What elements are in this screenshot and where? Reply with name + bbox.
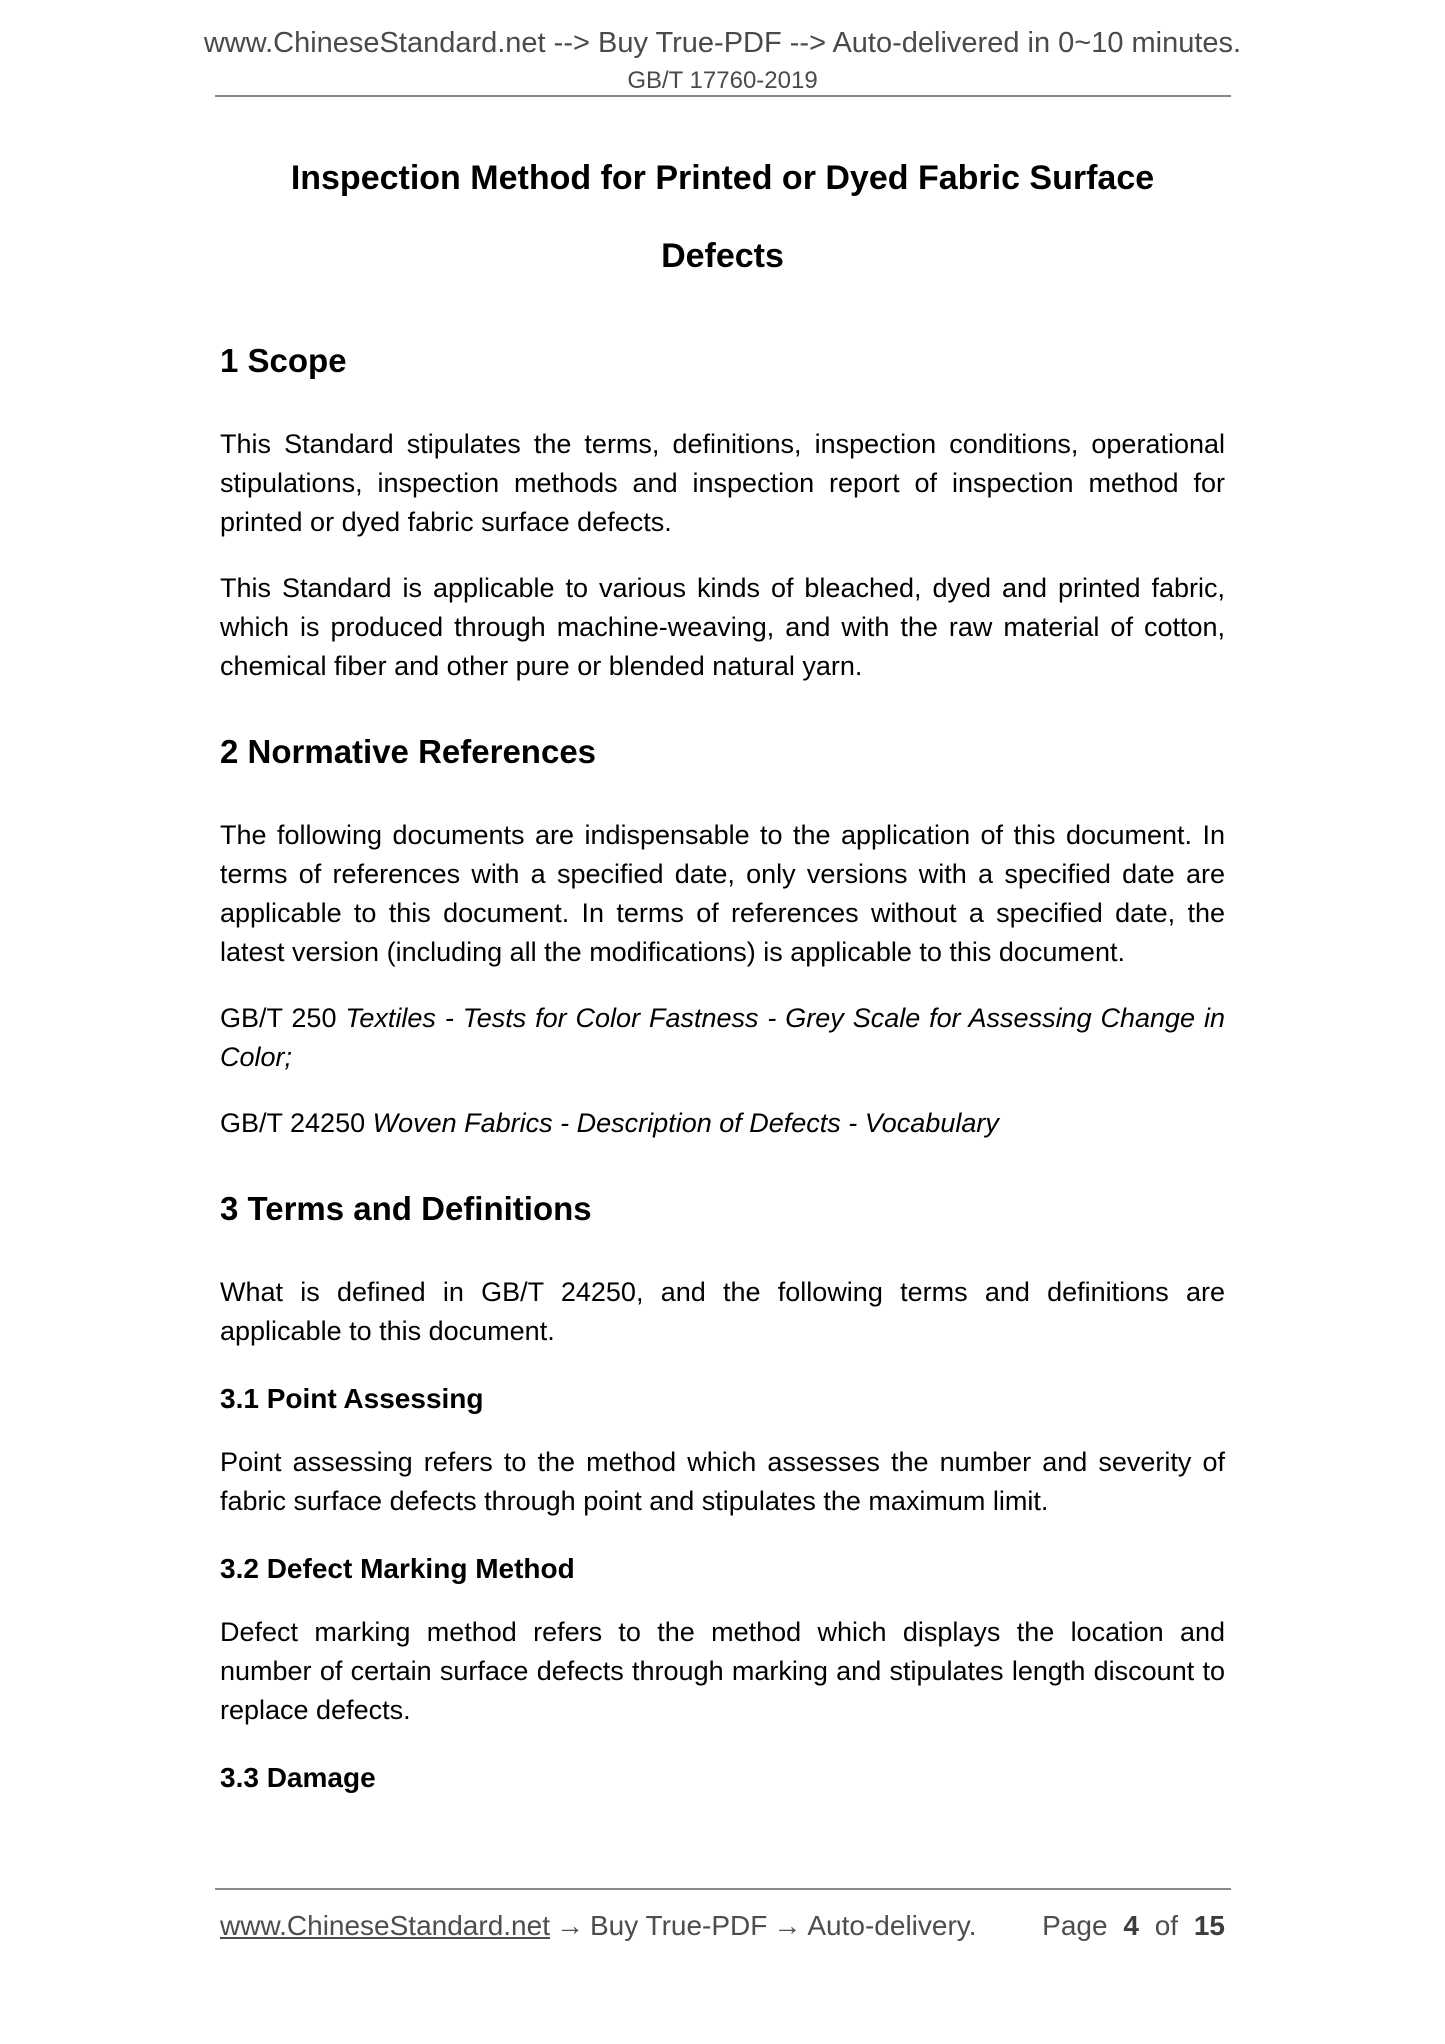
scope-paragraph-2: This Standard is applicable to various kinds of bleached, dyed and printed fabric, which is produced through machine-weaving, and with the raw material of cotton, chemical fiber and other pure or blended natural yarn.: [220, 573, 1225, 681]
right-arrow-icon: →: [773, 1910, 802, 1941]
document-title: [220, 139, 1225, 295]
section-heading-scope: 1 Scope: [220, 342, 347, 379]
section-heading-normative-references: 2 Normative References: [220, 733, 597, 770]
reference-entry-gbt24250: [220, 1104, 1225, 1143]
page-total-number: 15: [1193, 1910, 1225, 1941]
page-current-number: 4: [1123, 1910, 1139, 1941]
scope-paragraph-1: This Standard stipulates the terms, definitions, inspection conditions, operational stipulations, inspection methods and inspection report of inspection method for printed or dyed fabric surface defects.: [220, 429, 1225, 537]
reference-title: Woven Fabrics - Description of Defects - Vocabulary: [372, 1108, 999, 1138]
document-title-line1: Inspection Method for Printed or Dyed Fabric Surface: [290, 159, 1155, 197]
header-promo-text: www.ChineseStandard.net --> Buy True-PDF --> Auto-delivered in 0~10 minutes.: [203, 27, 1242, 59]
subsection-heading-damage: 3.3 Damage: [220, 1762, 376, 1793]
footer-buy-text: Buy True-PDF: [589, 1910, 768, 1941]
defect-marking-method-paragraph: Defect marking method refers to the method which displays the location and number of certain surface defects through marking and stipulates length discount to replace defects.: [220, 1617, 1225, 1725]
footer-promo: [220, 1909, 976, 1943]
page-footer: [0, 1888, 1445, 1943]
subsection-heading-point-assessing: 3.1 Point Assessing: [220, 1383, 484, 1414]
footer-link[interactable]: www.ChineseStandard.net: [220, 1910, 550, 1941]
normative-references-paragraph: The following documents are indispensable to the application of this document. In terms of references with a specified date, only versions with a specified date are applicable to this document. In terms of references without a specified date, the latest version (including all the modifications) is applicable to this document.: [220, 820, 1225, 967]
section-heading-terms-definitions: 3 Terms and Definitions: [220, 1190, 592, 1227]
page-header: [0, 0, 1445, 95]
footer-divider: [215, 1888, 1231, 1890]
document-body: [220, 139, 1225, 1796]
header-divider: [215, 95, 1231, 97]
page-of-label: of: [1154, 1910, 1179, 1941]
page-label: Page: [1042, 1910, 1108, 1941]
terms-intro-paragraph: What is defined in GB/T 24250, and the following terms and definitions are applicable to this document.: [220, 1277, 1225, 1346]
document-title-line2: Defects: [661, 237, 784, 275]
subsection-heading-defect-marking-method: 3.2 Defect Marking Method: [220, 1553, 575, 1584]
reference-code: GB/T 250: [220, 1003, 337, 1033]
footer-delivery-text: Auto-delivery.: [807, 1910, 977, 1941]
header-doc-code: GB/T 17760-2019: [627, 67, 818, 94]
page-indicator: [1042, 1909, 1225, 1943]
reference-title: Textiles - Tests for Color Fastness - Grey Scale for Assessing Change in Color;: [220, 1003, 1225, 1072]
reference-code: GB/T 24250: [220, 1108, 366, 1138]
reference-entry-gbt250: [220, 999, 1225, 1077]
right-arrow-icon: →: [555, 1910, 584, 1941]
point-assessing-paragraph: Point assessing refers to the method which assesses the number and severity of fabric surface defects through point and stipulates the maximum limit.: [220, 1447, 1225, 1516]
